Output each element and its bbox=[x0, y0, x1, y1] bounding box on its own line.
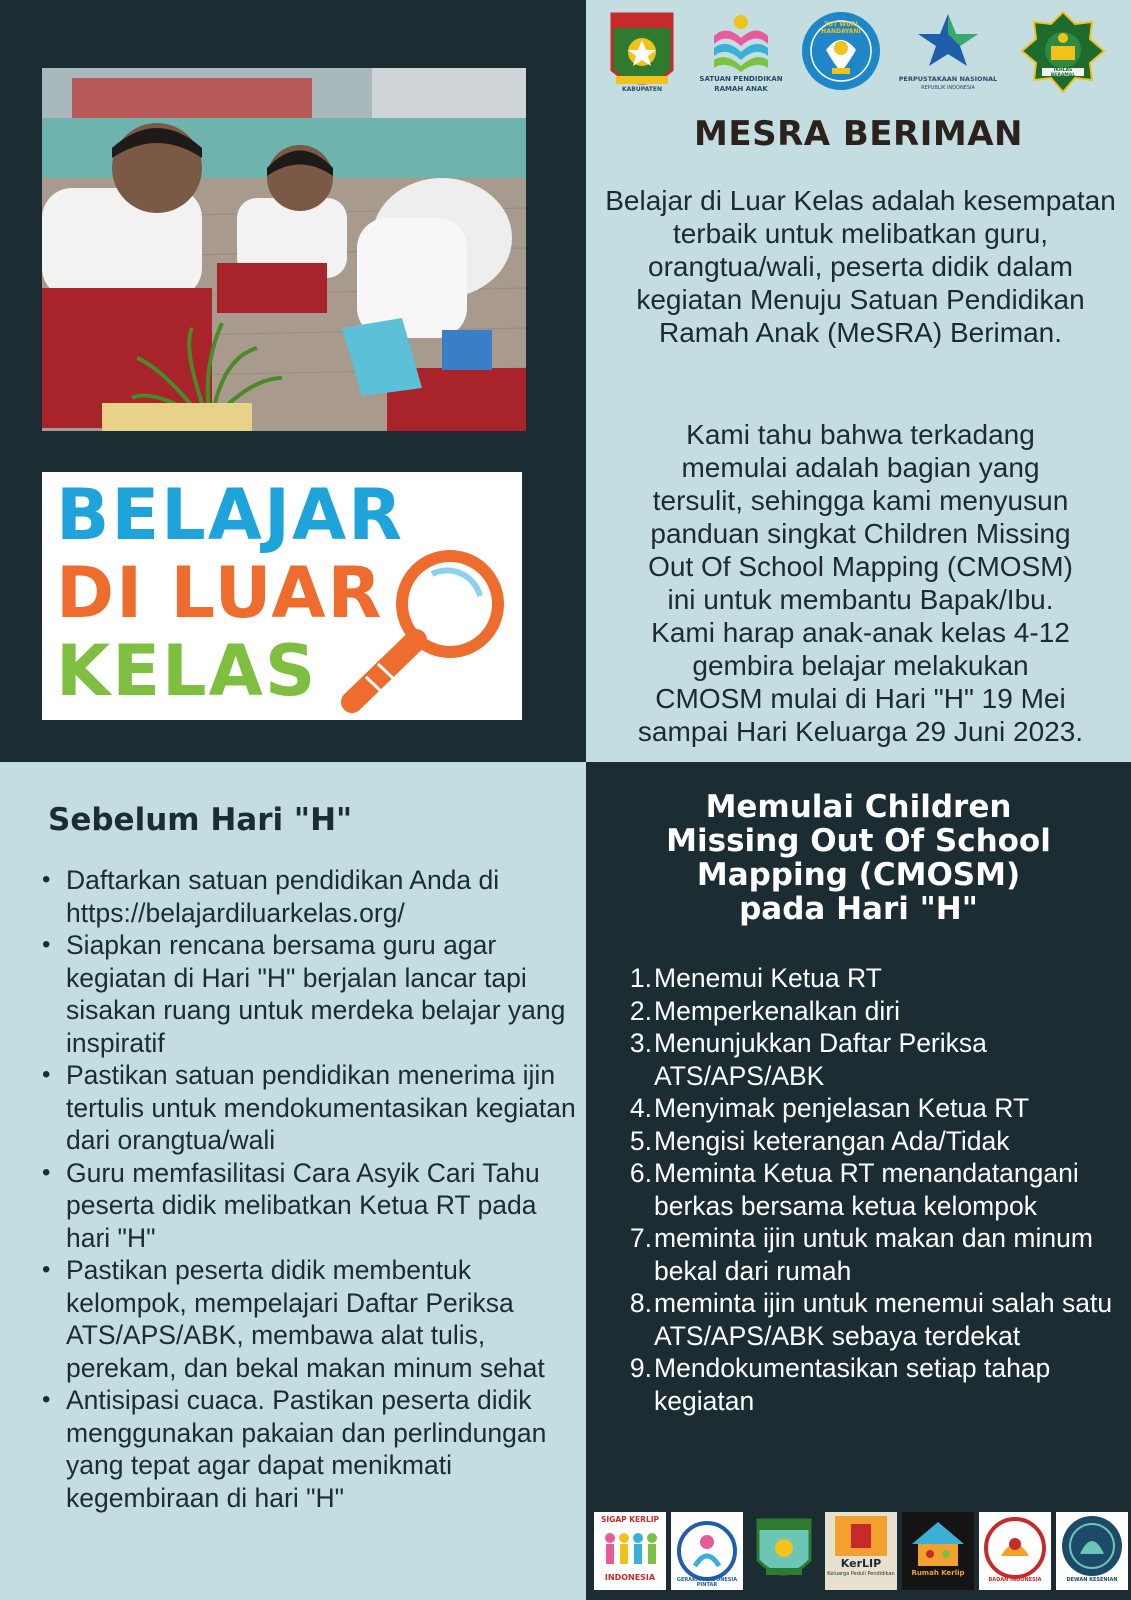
step-text: Mengisi keterangan Ada/Tidak bbox=[654, 1125, 1010, 1156]
step-number: 2. bbox=[629, 995, 652, 1026]
steps-list bbox=[626, 962, 1126, 1417]
perpusnas-caption-2: REPUBLIK INDONESIA bbox=[921, 85, 975, 91]
step-item bbox=[626, 1125, 1126, 1158]
badan-indonesia-logo bbox=[979, 1512, 1051, 1590]
step-text: meminta ijin untuk menemui salah satu ATS/APS/ABK sebaya terdekat bbox=[654, 1288, 1113, 1351]
step-number: 6. bbox=[629, 1158, 652, 1188]
intro-2-line: Out Of School Mapping (CMOSM) bbox=[648, 551, 1073, 582]
section-title-sebelum: Sebelum Hari "H" bbox=[48, 802, 353, 838]
step-text: Menunjukkan Daftar Periksa ATS/APS/ABK bbox=[654, 1028, 987, 1091]
kementerian-agama-icon bbox=[1018, 10, 1108, 96]
step-text: Memperkenalkan diri bbox=[654, 995, 900, 1026]
list-item: • Daftarkan satuan pendidikan Anda di https://belajardiluarkelas.org/ bbox=[40, 864, 580, 929]
badan-caption: BADAN INDONESIA bbox=[988, 1577, 1042, 1583]
regional-emblem-icon bbox=[752, 1514, 816, 1588]
belajar-di-luar-kelas-logo bbox=[42, 472, 522, 720]
intro-2-line: Kami harap anak-anak kelas 4-12 bbox=[651, 617, 1070, 648]
step-text: Menyimak penjelasan Ketua RT bbox=[654, 1093, 1030, 1123]
intro-2-line: tersulit, sehingga kami menyusun bbox=[652, 485, 1069, 516]
step-item bbox=[626, 1352, 1126, 1417]
top-left-panel bbox=[0, 0, 586, 762]
satuan-pendidikan-ramah-anak-icon bbox=[706, 10, 776, 74]
step-number: 1. bbox=[629, 963, 652, 993]
house-icon bbox=[908, 1520, 968, 1568]
list-item: • Antisipasi cuaca. Pastikan peserta didik menggunakan pakaian dan perlindungan yang tepat agar dapat menikmati kegembiraan di hari "H" bbox=[40, 1384, 580, 1514]
bottom-left-panel bbox=[0, 762, 586, 1600]
kerlip-sub: Keluarga Peduli Pendidikan bbox=[827, 1571, 895, 1577]
institution-logos bbox=[606, 10, 1111, 104]
intro-2-line: Kami tahu bahwa terkadang bbox=[686, 419, 1035, 450]
partner-logos bbox=[594, 1512, 1124, 1594]
rumah-kerlip-caption: Rumah Kerlip bbox=[911, 1569, 965, 1577]
magnifier-icon bbox=[332, 542, 512, 720]
intro-2-line: CMOSM mulai di Hari "H" 19 Mei bbox=[655, 683, 1066, 714]
intro-2-line: memulai adalah bagian yang bbox=[681, 452, 1040, 483]
sigap-kerlip-top: SIGAP KERLIP bbox=[600, 1515, 660, 1524]
people-icon bbox=[602, 1528, 658, 1570]
list-item: • Pastikan peserta didik membentuk kelompok, mempelajari Daftar Periksa ATS/APS/ABK, membawa alat tulis, perekam, dan bekal makan minum sehat bbox=[40, 1254, 580, 1384]
logo-line-di-luar: DI LUAR bbox=[56, 552, 384, 634]
section-title-memulai bbox=[586, 790, 1131, 926]
intro-2-line: sampai Hari Keluarga 29 Juni 2023. bbox=[637, 716, 1084, 747]
gerakan-indonesia-pintar-logo bbox=[671, 1512, 743, 1590]
step-item bbox=[626, 1222, 1126, 1287]
bottom-right-panel bbox=[586, 762, 1131, 1600]
kerlip-logo bbox=[825, 1512, 897, 1590]
preparation-list bbox=[40, 864, 580, 1514]
step-number: 7. bbox=[629, 1223, 652, 1253]
perpusnas-caption-1: PERPUSTAKAAN NASIONAL bbox=[898, 75, 998, 83]
rumah-kerlip-logo bbox=[902, 1512, 974, 1590]
kerlip-text: KerLIP bbox=[840, 1557, 882, 1570]
title-line: Memulai Children bbox=[705, 789, 1012, 825]
list-item: • Pastikan satuan pendidikan menerima ijin tertulis untuk mendokumentasikan kegiatan dari orangtua/wali bbox=[40, 1059, 580, 1157]
step-item bbox=[626, 1027, 1126, 1092]
regional-emblem-logo bbox=[748, 1512, 820, 1590]
tut-wuri-caption: TUT WURI HANDAYANI bbox=[821, 21, 861, 35]
intro-paragraph-2 bbox=[598, 418, 1123, 748]
intro-2-line: panduan singkat Children Missing bbox=[650, 518, 1071, 549]
step-number: 5. bbox=[629, 1125, 652, 1156]
step-item bbox=[626, 962, 1126, 995]
kabupaten-caption: KABUPATEN bbox=[622, 86, 662, 93]
students-photo-illustration bbox=[42, 68, 526, 431]
step-text: Mendokumentasikan setiap tahap kegiatan bbox=[654, 1353, 1051, 1416]
students-photo bbox=[42, 68, 526, 431]
gerakan-caption: GERAKAN INDONESIA PINTAR bbox=[676, 1577, 738, 1588]
logo-line-kelas: KELAS bbox=[56, 630, 318, 712]
intro-2-line: gembira belajar melakukan bbox=[692, 650, 1029, 681]
step-text: meminta ijin untuk makan dan minum bekal dari rumah bbox=[654, 1223, 1093, 1286]
kabupaten-emblem-icon bbox=[608, 10, 676, 96]
step-item bbox=[626, 995, 1126, 1028]
step-text: Menemui Ketua RT bbox=[654, 963, 882, 993]
top-right-panel bbox=[586, 0, 1131, 762]
step-item bbox=[626, 1157, 1126, 1222]
step-number: 9. bbox=[629, 1353, 652, 1383]
dewan-kesenian-icon bbox=[1060, 1514, 1124, 1578]
kemenag-caption: IKHLAS BERAMAL bbox=[1050, 68, 1076, 78]
logo-line-belajar: BELAJAR bbox=[56, 474, 405, 556]
intro-2-line: ini untuk membantu Bapak/Ibu. bbox=[667, 584, 1054, 615]
intro-paragraph-1: Belajar di Luar Kelas adalah kesempatan terbaik untuk melibatkan guru, orangtua/wali, peserta didik dalam kegiatan Menuju Satuan Pendidikan Ramah Anak (MeSRA) Beriman. bbox=[605, 185, 1116, 348]
satuan-caption-1: SATUAN PENDIDIKAN bbox=[699, 75, 783, 83]
step-number: 8. bbox=[629, 1288, 652, 1318]
title-line: Missing Out Of School bbox=[666, 823, 1051, 859]
page-title: MESRA BERIMAN bbox=[694, 114, 1023, 154]
list-item: • Guru memfasilitasi Cara Asyik Cari Tahu peserta didik melibatkan Ketua RT pada hari "H" bbox=[40, 1157, 580, 1255]
dewan-kesenian-logo bbox=[1056, 1512, 1128, 1590]
title-line: Mapping (CMOSM) bbox=[696, 857, 1021, 893]
satuan-caption-2: RAMAH ANAK bbox=[714, 85, 768, 93]
step-number: 3. bbox=[629, 1028, 652, 1058]
sigap-kerlip-bottom: INDONESIA bbox=[604, 1573, 656, 1582]
kerlip-icon bbox=[835, 1516, 887, 1556]
step-text: Meminta Ketua RT menandatangani berkas bersama ketua kelompok bbox=[654, 1158, 1079, 1221]
badan-indonesia-icon bbox=[983, 1516, 1047, 1580]
step-number: 4. bbox=[629, 1093, 652, 1123]
list-item: • Siapkan rencana bersama guru agar kegiatan di Hari "H" berjalan lancar tapi sisakan ruang untuk merdeka belajar yang inspiratif bbox=[40, 929, 580, 1059]
step-item bbox=[626, 1092, 1126, 1125]
dewan-caption: DEWAN KESENIAN bbox=[1066, 1577, 1118, 1583]
step-item bbox=[626, 1287, 1126, 1352]
title-line: pada Hari "H" bbox=[739, 891, 978, 927]
sigap-kerlip-logo bbox=[594, 1512, 666, 1590]
perpustakaan-nasional-icon bbox=[912, 10, 982, 70]
gerakan-indonesia-pintar-icon bbox=[675, 1516, 739, 1586]
